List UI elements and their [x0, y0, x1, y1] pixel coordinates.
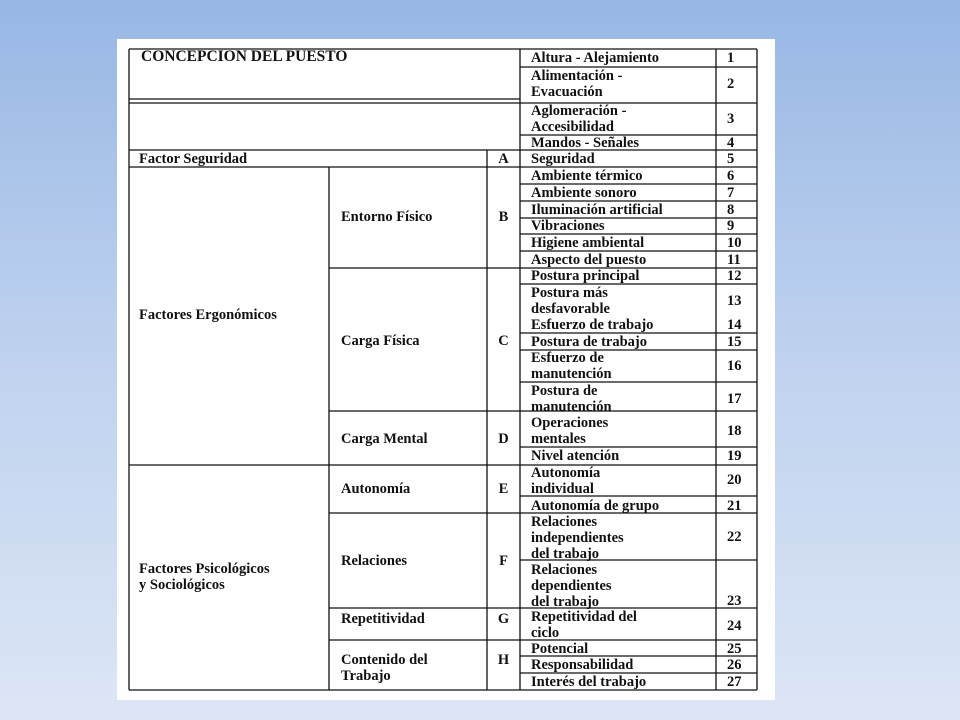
item-label: Operaciones mentales: [531, 415, 609, 447]
item-number: 15: [727, 334, 742, 350]
factor-psicologicos-label: Factores Psicológicos y Sociológicos: [139, 561, 270, 593]
item-label: Nivel atención: [531, 448, 620, 464]
item-label: Esfuerzo de manutención: [531, 350, 612, 382]
item-label: Repetitividad del ciclo: [531, 609, 637, 641]
item-label: Vibraciones: [531, 218, 605, 234]
group-autonomia-label: Autonomía: [341, 481, 411, 497]
code-d: D: [498, 431, 509, 447]
item-number: 4: [727, 135, 735, 151]
item-number: 23: [727, 593, 742, 609]
item-number: 8: [727, 202, 735, 218]
item-number: 24: [727, 618, 742, 634]
item-number: 9: [727, 218, 735, 234]
item-number: 1: [727, 50, 735, 66]
item-label: Autonomía de grupo: [531, 498, 660, 514]
item-number: 17: [727, 391, 742, 407]
group-contenido-label: Contenido del Trabajo: [341, 652, 428, 684]
item-number: 11: [727, 252, 741, 268]
item-number: 14: [727, 317, 742, 333]
item-label: Iluminación artificial: [531, 202, 663, 218]
item-label: Ambiente sonoro: [531, 185, 637, 201]
item-label: Alimentación - Evacuación: [531, 68, 623, 100]
item-label: Postura más desfavorable: [531, 285, 610, 317]
item-label: Postura de trabajo: [531, 334, 647, 350]
item-label: Higiene ambiental: [531, 235, 645, 251]
item-label: Relaciones dependientes del trabajo: [531, 562, 612, 610]
factor-ergonomicos-label: Factores Ergonómicos: [139, 307, 277, 323]
item-number: 22: [727, 529, 742, 545]
item-number: 5: [727, 151, 735, 167]
item-label: Altura - Alejamiento: [531, 50, 660, 66]
item-label: Responsabilidad: [531, 657, 634, 673]
item-label: Esfuerzo de trabajo: [531, 317, 654, 333]
item-number: 12: [727, 268, 742, 284]
code-e: E: [498, 481, 509, 497]
group-repetitividad-label: Repetitividad: [341, 611, 425, 627]
item-label: Autonomía individual: [531, 465, 601, 497]
code-f: F: [499, 553, 508, 569]
item-number: 18: [727, 423, 742, 439]
table-grid-lines: [117, 39, 775, 700]
item-number: 20: [727, 472, 742, 488]
item-number: 21: [727, 498, 742, 514]
item-label: Aglomeración - Accesibilidad: [531, 103, 627, 135]
item-label: Mandos - Señales: [531, 135, 639, 151]
group-carga-fisica-label: Carga Física: [341, 333, 420, 349]
item-label: Ambiente térmico: [531, 168, 643, 184]
code-a: A: [498, 151, 509, 167]
table-title: CONCEPCION DEL PUESTO: [141, 48, 348, 65]
evaluation-table: [117, 39, 775, 700]
item-number: 16: [727, 358, 742, 374]
item-number: 6: [727, 168, 735, 184]
item-label: Potencial: [531, 641, 589, 657]
group-entorno-fisico-label: Entorno Físico: [341, 209, 433, 225]
item-label: Seguridad: [531, 151, 595, 167]
item-label: Postura de manutención: [531, 383, 612, 415]
group-relaciones-label: Relaciones: [341, 553, 408, 569]
item-number: 26: [727, 657, 742, 673]
item-number: 2: [727, 76, 735, 92]
item-number: 27: [727, 674, 742, 690]
item-number: 3: [727, 111, 735, 127]
item-label: Relaciones independientes del trabajo: [531, 514, 624, 562]
code-h: H: [497, 652, 510, 668]
item-number: 7: [727, 185, 735, 201]
code-c: C: [498, 333, 509, 349]
item-number: 19: [727, 448, 742, 464]
item-number: 25: [727, 641, 742, 657]
item-number: 13: [727, 293, 742, 309]
code-b: B: [498, 209, 509, 225]
item-number: 10: [727, 235, 742, 251]
factor-seguridad-label: Factor Seguridad: [139, 151, 248, 167]
item-label: Aspecto del puesto: [531, 252, 647, 268]
group-carga-mental-label: Carga Mental: [341, 431, 428, 447]
code-g: G: [497, 611, 510, 627]
item-label: Postura principal: [531, 268, 640, 284]
item-label: Interés del trabajo: [531, 674, 647, 690]
